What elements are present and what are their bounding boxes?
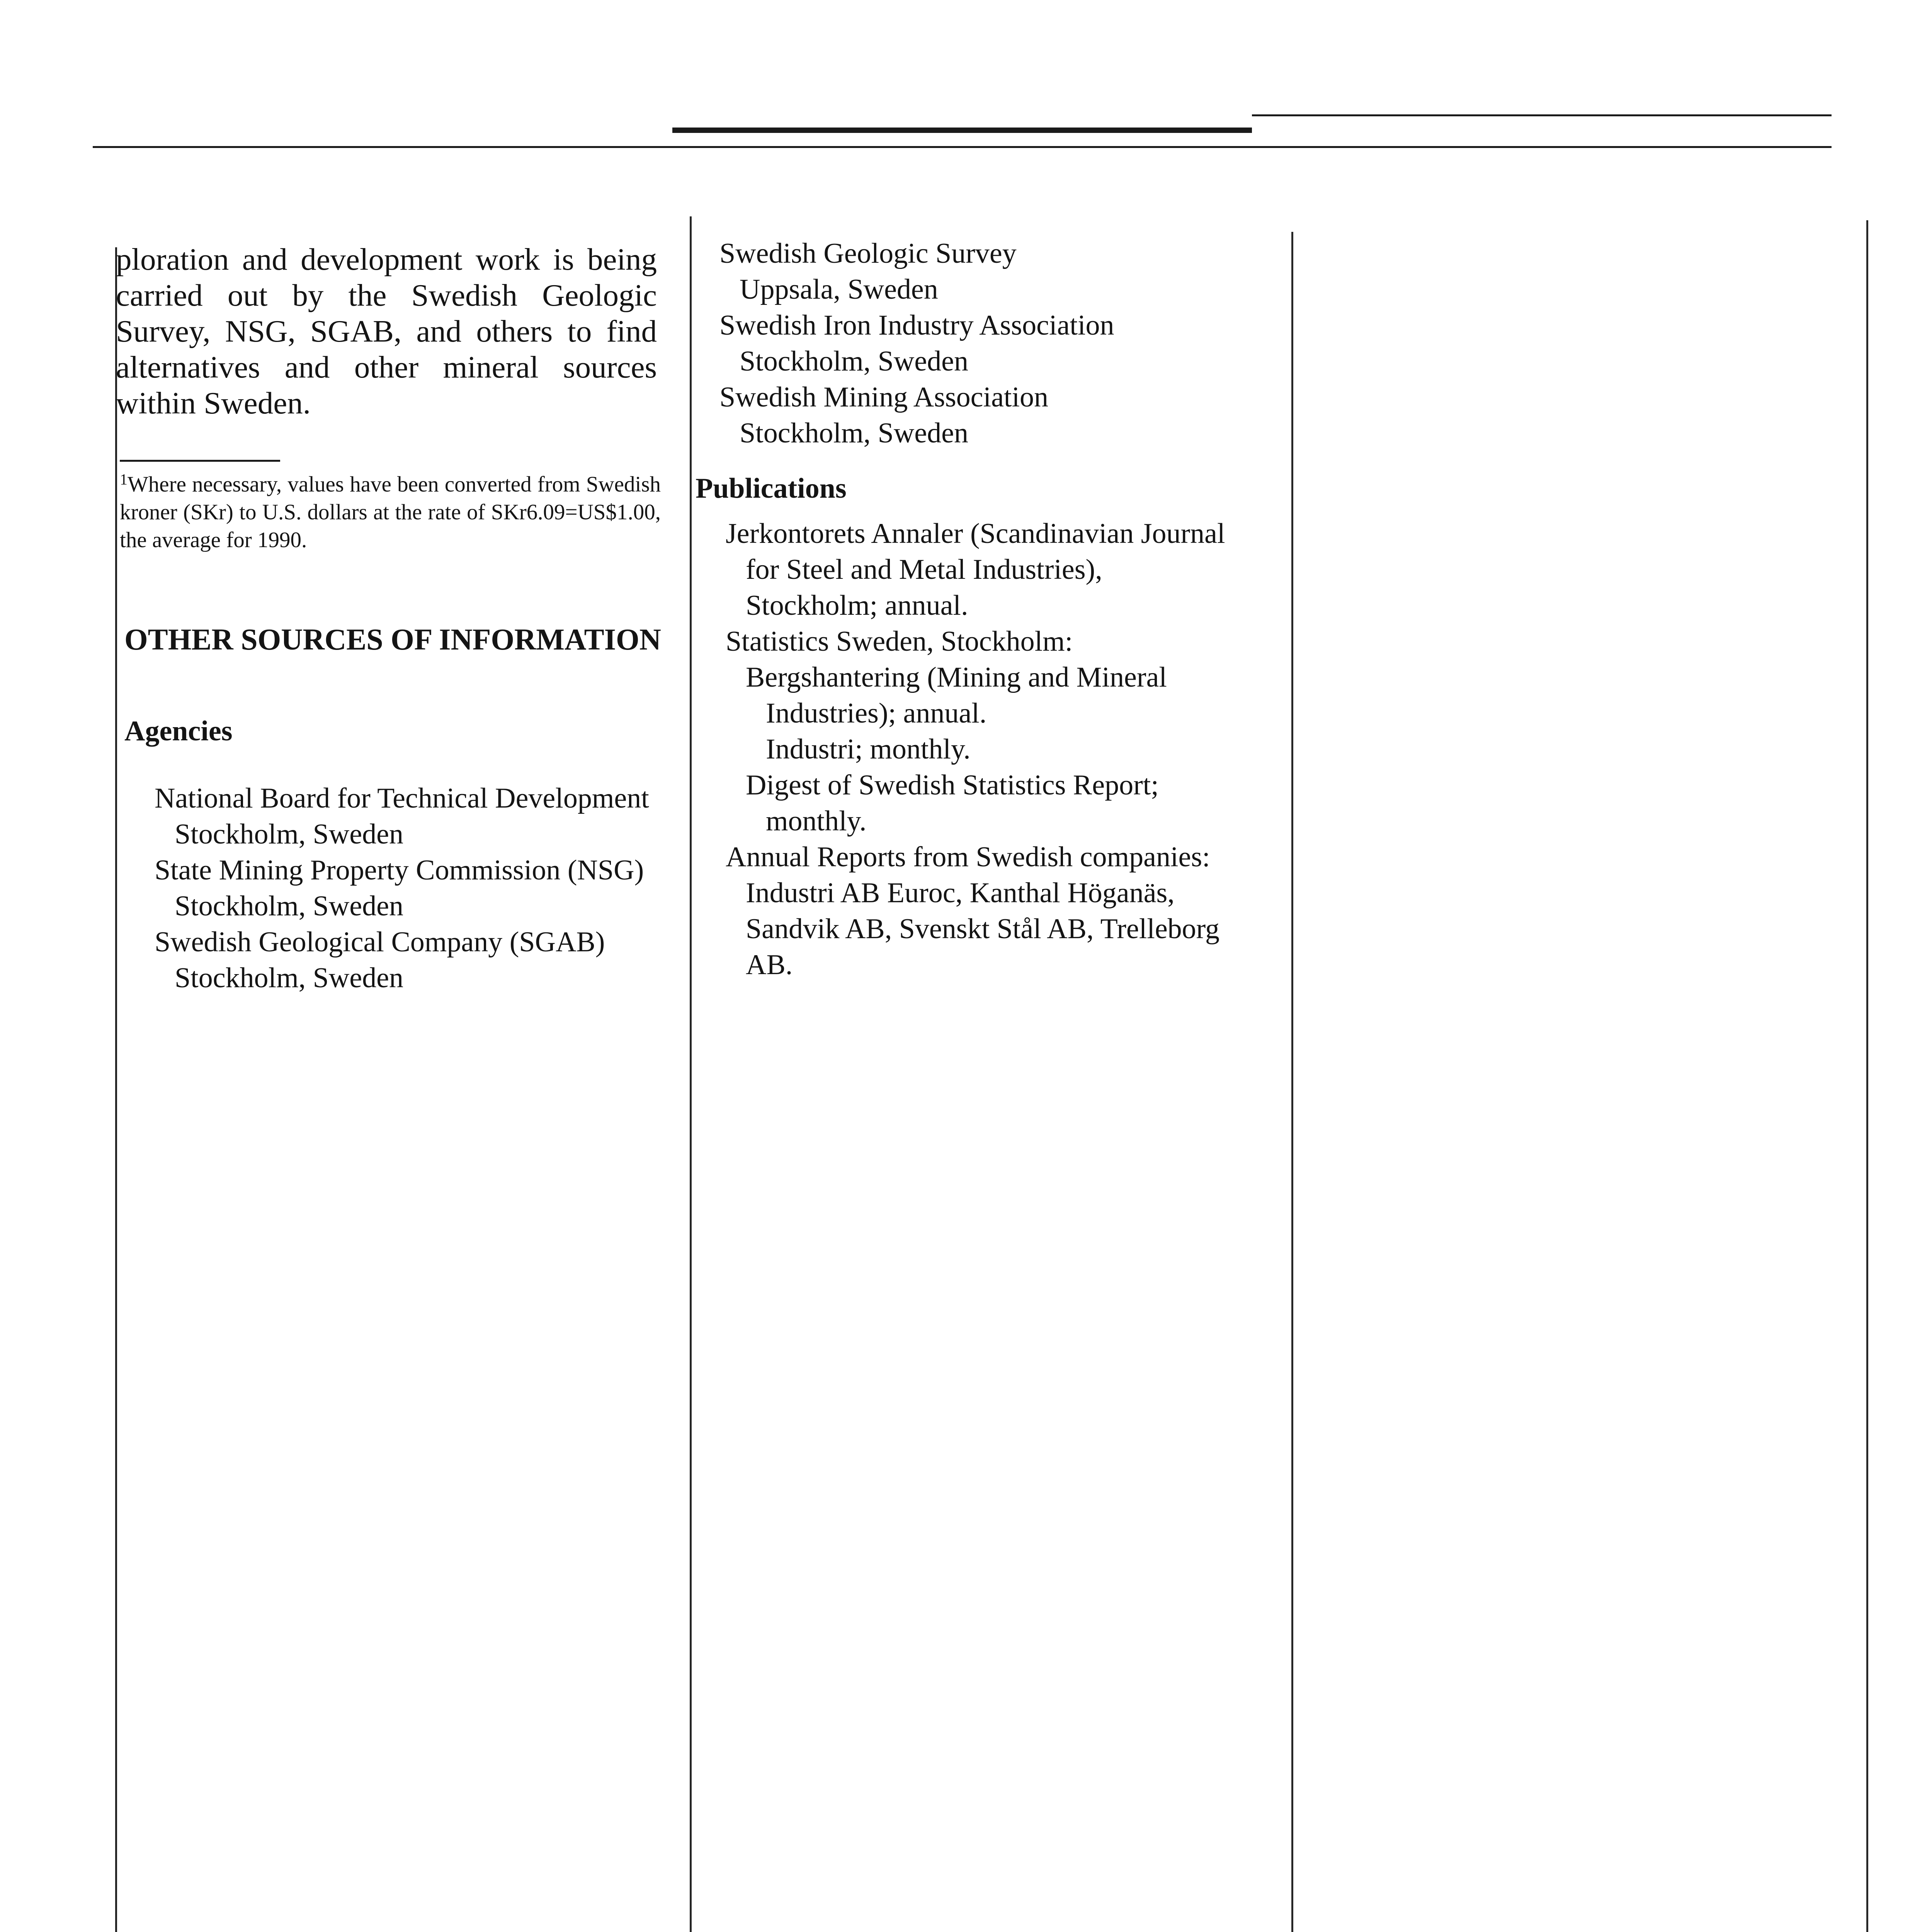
publication-entry-jernkontoret bbox=[726, 516, 1225, 624]
publication-entry-bergshantering bbox=[726, 660, 1225, 731]
publication-line: Industri AB Euroc, Kanthal Höganäs, bbox=[746, 877, 1175, 909]
agency-name: Swedish Geologic Survey bbox=[719, 238, 1017, 269]
agency-location: Stockholm, Sweden bbox=[175, 818, 403, 850]
agency-location: Stockholm, Sweden bbox=[740, 345, 968, 377]
top-rule-right bbox=[1252, 114, 1832, 116]
agency-name: Swedish Iron Industry Association bbox=[719, 310, 1114, 341]
footnote-marker: 1 bbox=[120, 471, 128, 488]
publication-line: Sandvik AB, Svenskt Stål AB, Trelleborg bbox=[746, 913, 1219, 945]
publications-heading: Publications bbox=[696, 473, 847, 504]
agency-name: National Board for Technical Development bbox=[155, 782, 649, 814]
agency-entry bbox=[719, 379, 1114, 451]
agency-location: Stockholm, Sweden bbox=[175, 962, 403, 994]
publication-line: Annual Reports from Swedish companies: bbox=[726, 841, 1210, 873]
column-divider-center-left bbox=[690, 216, 692, 1932]
agencies-list bbox=[155, 781, 649, 996]
section-heading: OTHER SOURCES OF INFORMATION bbox=[124, 622, 661, 656]
publication-line: Digest of Swedish Statistics Report; bbox=[746, 769, 1159, 801]
publication-line: AB. bbox=[746, 949, 793, 981]
agency-name: State Mining Property Commission (NSG) bbox=[155, 854, 644, 886]
agency-name: Swedish Mining Association bbox=[719, 381, 1049, 413]
footnote-text: Where necessary, values have been converted from Swedish kroner (SKr) to U.S. dollars at the rate of SKr6.09=US$1.00, the average for 1990. bbox=[120, 472, 661, 552]
publication-line: monthly. bbox=[766, 805, 867, 837]
publication-entry-industri: Industri; monthly. bbox=[766, 733, 971, 765]
agency-entry bbox=[155, 852, 649, 924]
publication-line: Bergshantering (Mining and Mineral bbox=[746, 662, 1167, 693]
publication-line: for Steel and Metal Industries), bbox=[746, 554, 1102, 585]
agency-location: Uppsala, Sweden bbox=[740, 274, 938, 305]
agency-entry bbox=[719, 236, 1114, 308]
publication-publisher: Statistics Sweden, Stockholm: bbox=[726, 626, 1073, 657]
agency-entry bbox=[155, 781, 649, 852]
publication-entry-digest bbox=[726, 767, 1225, 839]
publication-line: Jerkontorets Annaler (Scandinavian Journal bbox=[726, 518, 1225, 549]
agencies-heading: Agencies bbox=[124, 715, 233, 747]
publication-entry-annual-reports bbox=[726, 839, 1225, 983]
top-rule-thin bbox=[93, 146, 1832, 148]
footnote-separator bbox=[120, 460, 280, 462]
agency-entry bbox=[719, 308, 1114, 379]
footnote bbox=[120, 471, 661, 554]
agency-name: Swedish Geological Company (SGAB) bbox=[155, 926, 605, 958]
column-divider-right bbox=[1866, 220, 1868, 1932]
agency-location: Stockholm, Sweden bbox=[175, 890, 403, 922]
top-rule-thick bbox=[672, 128, 1252, 133]
column-divider-left bbox=[115, 247, 117, 1932]
body-paragraph: ploration and development work is being carried out by the Swedish Geologic Survey, NSG, SGAB, and others to find alternatives and other mineral sources within Sweden. bbox=[116, 242, 657, 420]
publication-line: Stockholm; annual. bbox=[746, 590, 968, 621]
agencies-continued-list bbox=[719, 236, 1114, 451]
agency-location: Stockholm, Sweden bbox=[740, 417, 968, 449]
column-divider-center-right bbox=[1291, 232, 1293, 1932]
publications-list bbox=[726, 516, 1225, 983]
agency-entry bbox=[155, 924, 649, 996]
publication-line: Industries); annual. bbox=[766, 697, 987, 729]
